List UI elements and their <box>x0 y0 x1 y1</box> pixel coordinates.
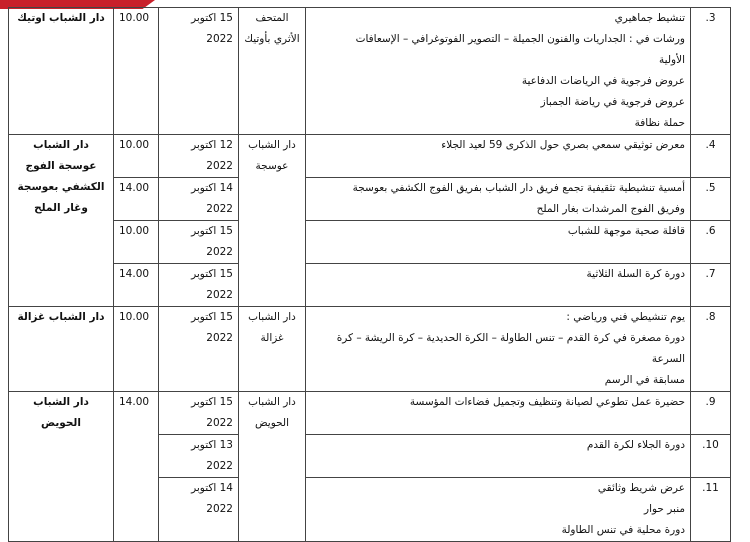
time-cell: 10.00 <box>114 135 159 178</box>
activity-line: أمسية تنشيطية تثقيفية تجمع فريق دار الشباب بفريق الفوج الكشفي بعوسجة <box>352 182 685 194</box>
activity-line: الأولية <box>659 54 685 66</box>
activity-line: دورة الجلاء لكرة القدم <box>586 439 685 451</box>
table-row <box>9 8 731 135</box>
time-cell: 10.00 <box>114 221 159 264</box>
activity-line: تنشيط جماهيري <box>614 12 685 24</box>
time-cell: 10.00 <box>114 8 159 135</box>
activity-cell <box>306 478 691 542</box>
row-number: 3. <box>691 8 731 135</box>
activity-line: دورة كرة السلة الثلاثية <box>586 268 685 280</box>
activity-cell <box>306 178 691 221</box>
venue-cell: دار الشباب الحويض <box>9 392 114 542</box>
activity-line: حملة نظافة <box>634 117 685 129</box>
activity-cell <box>306 307 691 392</box>
activity-line: عرض شريط وثائقي <box>597 482 685 494</box>
activity-line: ورشات في : الجداريات والفنون الجميلة – التصوير الفوتوغرافي – الإسعافات <box>355 33 685 45</box>
time-cell: 14.00 <box>114 264 159 307</box>
activity-cell <box>306 221 691 264</box>
table-row <box>9 221 731 264</box>
activity-cell <box>306 435 691 478</box>
activity-line: مسابقة في الرسم <box>604 374 685 386</box>
row-number: 9. <box>691 392 731 435</box>
activity-cell <box>306 135 691 178</box>
row-number: 4. <box>691 135 731 178</box>
row-number: 5. <box>691 178 731 221</box>
date-cell: 15 اكتوبر 2022 <box>159 8 239 135</box>
activity-line: قافلة صحية موجهة للشباب <box>567 225 685 237</box>
activity-line: معرض توثيقي سمعي بصري حول الذكرى 59 لعيد الجلاء <box>441 139 685 151</box>
date-cell: 15 اكتوبر 2022 <box>159 221 239 264</box>
row-number: 6. <box>691 221 731 264</box>
activity-line: دورة مصغرة في كرة القدم – تنس الطاولة – الكرة الحديدية – كرة الريشة – كرة <box>336 332 685 344</box>
table-row <box>9 264 731 307</box>
activity-line: عروض فرجوية في الرياضات الدفاعية <box>521 75 685 87</box>
place-cell: دار الشباب الحويض <box>239 392 306 542</box>
date-cell: 15 اكتوبر 2022 <box>159 392 239 435</box>
activity-schedule-table <box>8 7 731 542</box>
venue-cell: دار الشباب غزالة <box>9 307 114 392</box>
activity-line: دورة محلية في تنس الطاولة <box>561 524 685 536</box>
table-row <box>9 135 731 178</box>
place-cell: دار الشباب عوسجة <box>239 135 306 307</box>
activity-line: السرعة <box>651 353 685 365</box>
row-number: 8. <box>691 307 731 392</box>
place-cell: المتحف الأثري بأوتيك <box>239 8 306 135</box>
row-number: 7. <box>691 264 731 307</box>
activity-line: منبر حوار <box>644 503 685 515</box>
row-number: 10. <box>691 435 731 478</box>
date-cell: 14 اكتوبر 2022 <box>159 178 239 221</box>
time-cell: 14.00 <box>114 178 159 221</box>
activity-line: عروض فرجوية في رياضة الجمباز <box>540 96 685 108</box>
table-row <box>9 392 731 435</box>
date-cell: 15 اكتوبر 2022 <box>159 264 239 307</box>
activity-cell <box>306 8 691 135</box>
date-cell: 15 اكتوبر 2022 <box>159 307 239 392</box>
activity-line: حضيرة عمل تطوعي لصيانة وتنظيف وتجميل فضاءات المؤسسة <box>409 396 685 408</box>
venue-cell: دار الشباب عوسجة الفوج الكشفي بعوسجة وغار الملح <box>9 135 114 307</box>
activity-line: يوم تنشيطي فني ورياضي : <box>566 311 685 323</box>
table-row <box>9 307 731 392</box>
venue-cell: دار الشباب اوتيك <box>9 8 114 135</box>
date-cell: 12 اكتوبر 2022 <box>159 135 239 178</box>
activity-line: وفريق الفوج المرشدات بغار الملح <box>536 203 685 215</box>
table-row <box>9 178 731 221</box>
time-cell: 10.00 <box>114 307 159 392</box>
date-cell: 13 اكتوبر 2022 <box>159 435 239 478</box>
activity-cell <box>306 392 691 435</box>
row-number: 11. <box>691 478 731 542</box>
place-cell: دار الشباب غزالة <box>239 307 306 392</box>
date-cell: 14 اكتوبر 2022 <box>159 478 239 542</box>
activity-cell <box>306 264 691 307</box>
time-cell: 14.00 <box>114 392 159 542</box>
